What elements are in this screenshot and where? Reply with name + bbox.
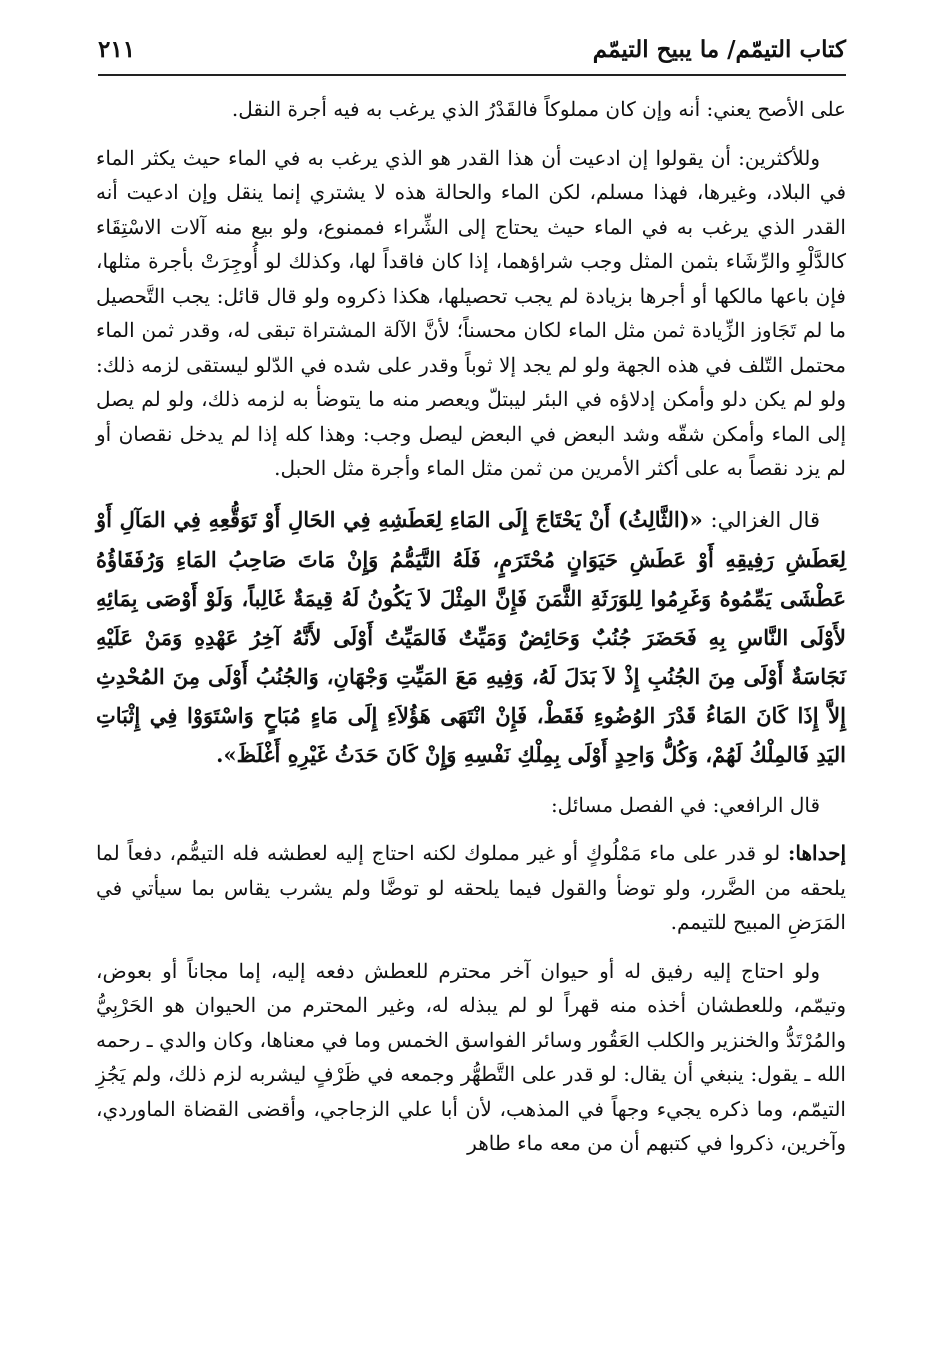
body-text [96, 92, 846, 1175]
page-number: ٢١١ [98, 36, 136, 63]
paragraph: قال الرافعي: في الفصل مسائل: [550, 792, 820, 817]
running-header [98, 28, 846, 76]
speaker-label: قال الغزالي: [710, 507, 820, 532]
issue-text: لو قدر على ماء مَمْلُوكٍ أو غير مملوك لكنه احتاج إليه لعطشه فله التيمُّم، دفعاً لما يلحقه من الضَّرر، ولو توضأ والقول فيما يلحقه لو توضَّا ولم يشرب يقاس بما سيأتي في المَرَضِ المبيح للتيمم. [96, 841, 846, 934]
chapter-title: كتاب التيمّم/ ما يبيح التيمّم [592, 36, 846, 63]
quote-text: «(الثَّالِثُ) أَنْ يَحْتَاجَ إِلَى المَاءِ لِعَطَشِهِ فِي الحَالِ أَوْ تَوَقُّعِهِ فِي المَآلِ أَوْ لِعَطَشِ رَفِيقِهِ أَوْ عَطَشِ حَيَوَانٍ مُحْتَرَمٍ، فَلَهُ التَّيَمُّمُ وَإِنْ مَاتَ صَاحِبُ المَاءِ وَرُفَقَاؤُهُ عَطْشَى يَمِّمُوهُ وَغَرِمُوا لِلوَرَثَةِ الثَّمَنَ فَإِنَّ المِثْلَ لاَ يَكُونُ لَهُ قِيمَةٌ غَالِباً، وَلَوْ أَوْصَى بِمَائِهِ لأَوْلَى النَّاسِ بِهِ فَحَضَرَ جُنُبٌ وَحَائِضٌ وَمَيِّتٌ فَالمَيِّتُ أَوْلَى لأَنَّهُ آخِرُ عَهْدِهِ وَمَنْ عَلَيْهِ نَجَاسَةٌ أَوْلَى مِنَ الجُنُبِ إِذْ لاَ بَدَلَ لَهُ، وَفِيهِ مَعَ المَيِّتِ وَجْهَانِ، وَالجُنُبُ أَوْلَى مِنَ المُحْدِثِ إِلاَّ إِذَا كَانَ المَاءُ قَدْرَ الوُضُوءِ فَقَطْ، فَإِنْ انْتَهَى هَؤُلاَءِ إِلَى مَاءٍ مُبَاحٍ وَاسْتَوَوْا فِي إِثْبَاتِ اليَدِ فَالمِلْكُ لَهُمْ، وَكُلُّ وَاحِدٍ أَوْلَى بِمِلْكِ نَفْسِهِ وَإِنْ كَانَ حَدَثُ غَيْرِهِ أَغْلَظَ». [96, 506, 846, 767]
paragraph: وللأكثرين: أن يقولوا إن ادعيت أن هذا القدر هو الذي يرغب به في الماء حيث يكثر الماء في البلاد، وغيرها، فهذا مسلم، لكن الماء والحالة هذه لا يشتري إنما ينقل وإن ادعيت أنه القدر الذي يرغب به في الماء حيث يحتاج إلى الشِّراء فممنوع، ولو بيع منه آلات الاسْتِقَاء كالدَّلْوِ والرِّشَاء بثمن المثل وجب شراؤهما، إذا كان فاقداً لها، وكذلك لو أُوجِرَتْ بأجرة مثلها، فإن باعها مالكها أو أجرها بزيادة لم يجب تحصيلها، هكذا ذكروه ولو قال قائل: يجب التَّحصيل ما لم تَجَاوز الزِّيادة ثمن مثل الماء لكان محسناً؛ لأنَّ الآلة المشتراة تبقى له، وقدر ثمن الماء محتمل التّلف في هذه الجهة ولو لم يجد إلا ثوباً وقدر على شده في الدّلو ليستقى لزمه ذلك: ولو لم يكن دلو وأمكن إدلاؤه في البئر ليبتلّ ويعصر منه ما يتوضأ به لزمه ذلك، ولو لم يصل إلى الماء وأمكن شقّه وشد البعض في البعض ليصل وجب: وهذا كله إذا لم يدخل نقصان أو لم يزد نقصاً به على أكثر الأمرين من ثمن مثل الماء وأجرة مثل الحبل. [96, 145, 846, 480]
ghazali-quote [96, 500, 846, 774]
paragraph [96, 836, 846, 940]
issue-label: إحداها: [788, 841, 847, 865]
paragraph: على الأصح يعني: أنه وإن كان مملوكاً فالقَدْرُ الذي يرغب به فيه أجرة النقل. [231, 97, 846, 121]
paragraph: ولو احتاج إليه رفيق له أو حيوان آخر محترم للعطش دفعه إليه، إما مجاناً أو بعوض، وتيمّم، وللعطشان أخذه منه قهراً لو لم يبذله له، وغير المحترم من الحيوان هو الحَرْبِيُّ والمُرْتَدُّ والخنزير والكلب العَقُور وسائر الفواسق الخمس وما في معناها، وكان والدي ـ رحمه الله ـ يقول: ينبغي أن يقال: لو قدر على التَّطهُّر وجمعه في ظَرْفٍ ليشربه لزم ذلك، ولم يَجُزِ التيمّم، وما ذكره يجيء وجهاً في المذهب، لأن أبا علي الزجاجي، وأقضى القضاة الماوردي، وآخرين، ذكروا في كتبهم أن من معه ماء طاهر [96, 958, 846, 1155]
